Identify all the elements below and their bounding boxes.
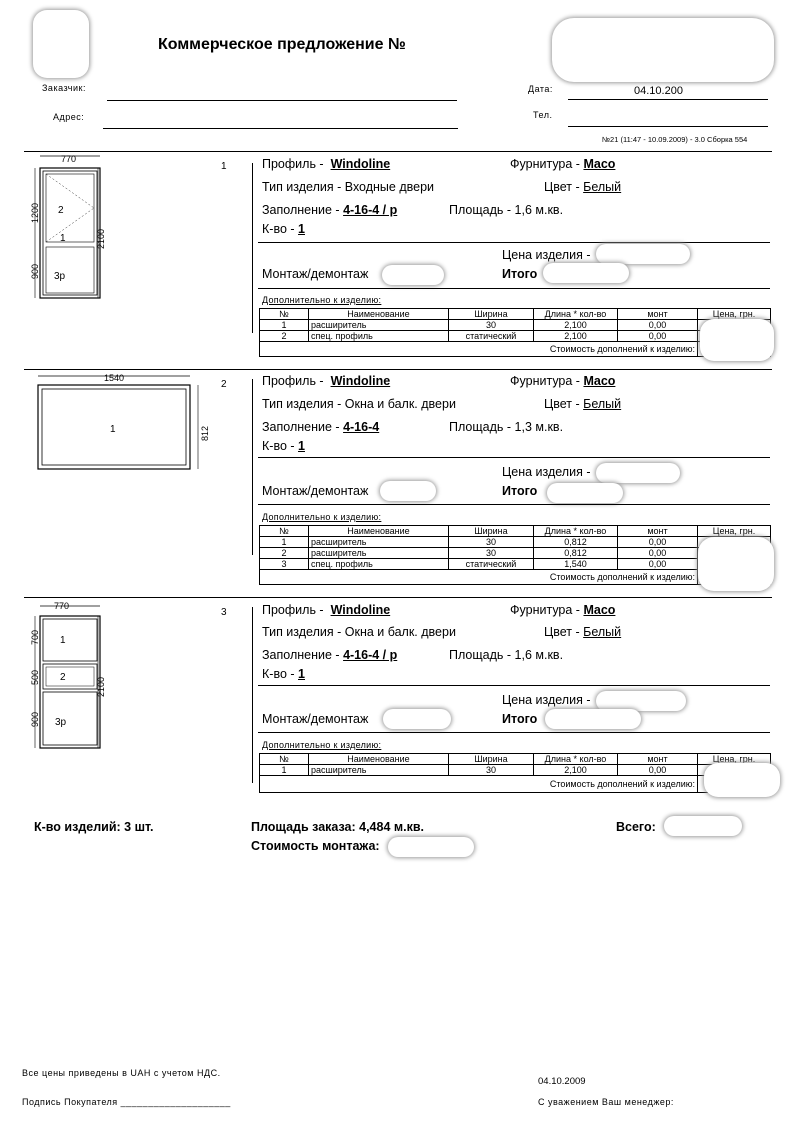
cell: 0,00 bbox=[618, 537, 698, 548]
item-1-line2 bbox=[258, 288, 770, 289]
cell: 0,00 bbox=[618, 331, 698, 342]
item-3-width-dim: 770 bbox=[54, 601, 70, 611]
item-1-vline bbox=[252, 163, 253, 333]
item-2-type: Окна и балк. двери bbox=[344, 397, 456, 411]
cell: 1 bbox=[260, 765, 309, 776]
items-count: К-во изделий: 3 шт. bbox=[34, 820, 154, 834]
grand-total-label: Всего: bbox=[616, 820, 656, 834]
redacted-item-3-price bbox=[596, 691, 686, 711]
cell: 30 bbox=[449, 765, 534, 776]
redacted-item-1-price bbox=[596, 244, 690, 264]
color-label: Цвет - bbox=[544, 180, 580, 194]
table-row bbox=[260, 548, 771, 559]
item-3-drawing bbox=[24, 597, 109, 752]
cell: статический bbox=[449, 559, 534, 570]
item-price-label: Цена изделия - bbox=[502, 465, 591, 479]
item-3-panel-c: 3р bbox=[55, 717, 67, 728]
col-width: Ширина bbox=[449, 309, 534, 320]
item-2-area-row bbox=[449, 420, 563, 434]
item-2-fittings-row bbox=[510, 374, 615, 388]
item-3-line2 bbox=[258, 732, 770, 733]
cell: 0,00 bbox=[618, 765, 698, 776]
item-1-area: 1,6 м.кв. bbox=[514, 203, 564, 217]
item-3-mounting-row bbox=[262, 712, 368, 726]
address-label: Адрес: bbox=[53, 112, 85, 122]
redacted-item-1-mounting bbox=[382, 265, 444, 285]
item-2-drawing bbox=[24, 369, 214, 474]
item-2-line1 bbox=[258, 457, 770, 458]
profile-label: Профиль - bbox=[262, 603, 324, 617]
table-header-row bbox=[260, 309, 771, 320]
address-line bbox=[103, 128, 458, 129]
cell: 3 bbox=[260, 559, 309, 570]
date-line bbox=[568, 99, 768, 100]
cell: 1,540 bbox=[534, 559, 618, 570]
col-price: Цена, грн. bbox=[698, 754, 771, 765]
item-1-filling: 4-16-4 / p bbox=[343, 203, 398, 217]
redacted-logo bbox=[33, 10, 89, 78]
col-mount: монт bbox=[618, 309, 698, 320]
item-1-area-row bbox=[449, 203, 563, 217]
cell: 30 bbox=[449, 548, 534, 559]
item-3-extras-title: Дополнительно к изделию: bbox=[262, 740, 382, 750]
item-3-color: Белый bbox=[583, 625, 622, 639]
table-header-row bbox=[260, 754, 771, 765]
color-label: Цвет - bbox=[544, 625, 580, 639]
item-1-color: Белый bbox=[583, 180, 622, 194]
item-3-panel-b: 2 bbox=[60, 672, 66, 683]
cell: 0,00 bbox=[618, 548, 698, 559]
date-value: 04.10.200 bbox=[634, 85, 683, 97]
item-1-lower-dim: 900 bbox=[30, 263, 40, 279]
item-1-profile-row bbox=[262, 157, 390, 171]
item-1-mounting-row bbox=[262, 267, 368, 281]
item-2-line2 bbox=[258, 504, 770, 505]
item-1-profile: Windoline bbox=[330, 157, 391, 171]
mounting-label: Монтаж/демонтаж bbox=[262, 267, 369, 281]
item-3-color-row bbox=[544, 625, 621, 639]
item-1-panel-c: 3р bbox=[54, 271, 66, 282]
item-2 bbox=[0, 369, 800, 597]
redacted-mounting-cost bbox=[388, 837, 474, 857]
type-label: Тип изделия - bbox=[262, 397, 342, 411]
item-3-fittings-row bbox=[510, 603, 615, 617]
redacted-item-3-total bbox=[545, 709, 641, 729]
col-mount: монт bbox=[618, 526, 698, 537]
item-1-extras-table bbox=[259, 308, 771, 357]
item-1-fittings-row bbox=[510, 157, 615, 171]
item-3-filling-row bbox=[262, 648, 397, 662]
cell: 2,100 bbox=[534, 765, 618, 776]
item-1-drawing bbox=[24, 151, 109, 306]
item-1 bbox=[0, 151, 800, 369]
col-number: № bbox=[260, 309, 309, 320]
cell: статический bbox=[449, 331, 534, 342]
table-footer-row bbox=[260, 776, 771, 793]
cell: 2 bbox=[260, 331, 309, 342]
item-1-number: 1 bbox=[221, 161, 227, 172]
col-number: № bbox=[260, 754, 309, 765]
col-name: Наименование bbox=[309, 754, 449, 765]
type-label: Тип изделия - bbox=[262, 180, 342, 194]
item-2-color-row bbox=[544, 397, 621, 411]
item-3-price-row bbox=[502, 693, 590, 707]
fittings-label: Фурнитура - bbox=[510, 157, 580, 171]
item-1-upper-dim: 1200 bbox=[30, 202, 40, 223]
extras-cost-label: Стоимость дополнений к изделию: bbox=[260, 342, 698, 357]
filling-label: Заполнение - bbox=[262, 648, 340, 662]
total-label: Итого bbox=[502, 267, 538, 281]
redacted-item-2-total bbox=[547, 483, 623, 503]
item-3-qty: 1 bbox=[298, 667, 305, 681]
table-footer-row bbox=[260, 342, 771, 357]
buyer-signature: Подпись Покупателя ____________________ bbox=[22, 1097, 231, 1107]
item-1-qty: 1 bbox=[298, 222, 305, 236]
cell: 30 bbox=[449, 537, 534, 548]
cell: 2 bbox=[260, 548, 309, 559]
item-1-panel-b: 1 bbox=[60, 233, 66, 244]
item-1-type: Входные двери bbox=[344, 180, 435, 194]
item-2-price-row bbox=[502, 465, 590, 479]
table-footer-row bbox=[260, 570, 771, 585]
extras-cost-label: Стоимость дополнений к изделию: bbox=[260, 776, 698, 793]
build-info: №21 (11:47 - 10.09.2009) - 3.0 Сборка 554 bbox=[602, 135, 748, 144]
item-3-vline bbox=[252, 607, 253, 783]
item-3-area-row bbox=[449, 648, 563, 662]
item-3-upper-dim: 700 bbox=[30, 629, 40, 645]
item-2-profile: Windoline bbox=[330, 374, 391, 388]
cell: 0,812 bbox=[534, 548, 618, 559]
mounting-cost-label: Стоимость монтажа: bbox=[251, 839, 380, 853]
cell: 1 bbox=[260, 320, 309, 331]
item-2-profile-row bbox=[262, 374, 390, 388]
qty-label: К-во - bbox=[262, 222, 295, 236]
item-3 bbox=[0, 597, 800, 807]
fittings-label: Фурнитура - bbox=[510, 374, 580, 388]
cell: 1 bbox=[260, 537, 309, 548]
mounting-label: Монтаж/демонтаж bbox=[262, 712, 369, 726]
cell: 2,100 bbox=[534, 331, 618, 342]
cell: спец. профиль bbox=[309, 559, 449, 570]
page-title: Коммерческое предложение № bbox=[158, 36, 406, 53]
extras-cost-label: Стоимость дополнений к изделию: bbox=[260, 570, 698, 585]
cell: 0,00 bbox=[618, 559, 698, 570]
item-2-number: 2 bbox=[221, 379, 227, 390]
table-row bbox=[260, 320, 771, 331]
col-length: Длина * кол-во bbox=[534, 754, 618, 765]
redacted-item-2-mounting bbox=[380, 481, 436, 501]
prices-note: Все цены приведены в UAH с учетом НДС. bbox=[22, 1068, 221, 1078]
item-2-width-dim: 1540 bbox=[104, 373, 125, 383]
item-3-qty-row bbox=[262, 667, 305, 681]
item-1-width-dim: 770 bbox=[61, 154, 77, 164]
table-row bbox=[260, 765, 771, 776]
item-2-height-dim: 812 bbox=[200, 425, 210, 441]
col-length: Длина * кол-во bbox=[534, 309, 618, 320]
total-label: Итого bbox=[502, 484, 538, 498]
col-width: Ширина bbox=[449, 526, 534, 537]
col-price: Цена, грн. bbox=[698, 309, 771, 320]
cell: расширитель bbox=[309, 320, 449, 331]
filling-label: Заполнение - bbox=[262, 420, 340, 434]
item-price-label: Цена изделия - bbox=[502, 693, 591, 707]
item-3-panel-a: 1 bbox=[60, 635, 66, 646]
cell: 0,812 bbox=[534, 537, 618, 548]
redacted-company-block bbox=[552, 18, 774, 82]
table-row bbox=[260, 559, 771, 570]
col-mount: монт bbox=[618, 754, 698, 765]
item-3-line1 bbox=[258, 685, 770, 686]
qty-label: К-во - bbox=[262, 667, 295, 681]
fittings-label: Фурнитура - bbox=[510, 603, 580, 617]
col-price: Цена, грн. bbox=[698, 526, 771, 537]
customer-line bbox=[107, 100, 457, 101]
redacted-item-2-extras-price bbox=[698, 537, 774, 591]
phone-label: Тел. bbox=[533, 110, 553, 120]
type-label: Тип изделия - bbox=[262, 625, 342, 639]
item-2-extras-table bbox=[259, 525, 771, 585]
cell: спец. профиль bbox=[309, 331, 449, 342]
order-area: Площадь заказа: 4,484 м.кв. bbox=[251, 820, 425, 834]
redacted-grand-total bbox=[664, 816, 742, 836]
cell: расширитель bbox=[309, 765, 449, 776]
item-price-label: Цена изделия - bbox=[502, 248, 591, 262]
item-1-fittings: Maco bbox=[583, 157, 616, 171]
col-width: Ширина bbox=[449, 754, 534, 765]
area-label: Площадь - bbox=[449, 203, 512, 217]
profile-label: Профиль - bbox=[262, 374, 324, 388]
item-3-number: 3 bbox=[221, 607, 227, 618]
cell: 2,100 bbox=[534, 320, 618, 331]
item-3-filling: 4-16-4 / p bbox=[343, 648, 398, 662]
area-label: Площадь - bbox=[449, 420, 512, 434]
item-1-total-row bbox=[502, 267, 537, 281]
item-3-area: 1,6 м.кв. bbox=[514, 648, 564, 662]
footer-date: 04.10.2009 bbox=[538, 1076, 586, 1087]
item-1-line1 bbox=[258, 242, 770, 243]
area-label: Площадь - bbox=[449, 648, 512, 662]
item-2-extras-title: Дополнительно к изделию: bbox=[262, 512, 382, 522]
table-row bbox=[260, 331, 771, 342]
item-2-color: Белый bbox=[583, 397, 622, 411]
qty-label: К-во - bbox=[262, 439, 295, 453]
redacted-item-2-price bbox=[596, 463, 680, 483]
item-1-type-row bbox=[262, 180, 434, 194]
item-2-vline bbox=[252, 379, 253, 555]
item-2-type-row bbox=[262, 397, 456, 411]
item-3-total-row bbox=[502, 712, 537, 726]
item-2-total-row bbox=[502, 484, 537, 498]
item-3-fittings: Maco bbox=[583, 603, 616, 617]
item-2-fittings: Maco bbox=[583, 374, 616, 388]
item-3-height-dim: 2100 bbox=[96, 676, 106, 697]
col-name: Наименование bbox=[309, 526, 449, 537]
cell: 0,00 bbox=[618, 320, 698, 331]
item-2-filling-row bbox=[262, 420, 379, 434]
item-2-mounting-row bbox=[262, 484, 368, 498]
cell: 30 bbox=[449, 320, 534, 331]
color-label: Цвет - bbox=[544, 397, 580, 411]
date-label: Дата: bbox=[528, 84, 553, 94]
col-name: Наименование bbox=[309, 309, 449, 320]
customer-label: Заказчик: bbox=[42, 83, 86, 93]
item-3-lower-dim: 900 bbox=[30, 711, 40, 727]
item-3-profile: Windoline bbox=[330, 603, 391, 617]
redacted-item-3-mounting bbox=[383, 709, 451, 729]
item-2-qty-row bbox=[262, 439, 305, 453]
table-header-row bbox=[260, 526, 771, 537]
item-3-middle-dim: 500 bbox=[30, 669, 40, 685]
redacted-item-3-extras-price bbox=[704, 763, 780, 797]
item-3-type: Окна и балк. двери bbox=[344, 625, 456, 639]
profile-label: Профиль - bbox=[262, 157, 324, 171]
manager-signature: С уважением Ваш менеджер: bbox=[538, 1097, 674, 1107]
total-label: Итого bbox=[502, 712, 538, 726]
item-3-profile-row bbox=[262, 603, 390, 617]
col-number: № bbox=[260, 526, 309, 537]
item-2-filling: 4-16-4 bbox=[343, 420, 380, 434]
item-2-panel-a: 1 bbox=[110, 424, 116, 435]
item-1-qty-row bbox=[262, 222, 305, 236]
item-3-extras-table bbox=[259, 753, 771, 793]
item-1-price-row bbox=[502, 248, 590, 262]
item-1-panel-a: 2 bbox=[58, 205, 64, 216]
item-1-color-row bbox=[544, 180, 621, 194]
redacted-item-1-extras-price bbox=[700, 319, 774, 361]
table-row bbox=[260, 537, 771, 548]
phone-line bbox=[568, 126, 768, 127]
cell: расширитель bbox=[309, 548, 449, 559]
redacted-item-1-total bbox=[543, 263, 629, 283]
item-2-area: 1,3 м.кв. bbox=[514, 420, 564, 434]
filling-label: Заполнение - bbox=[262, 203, 340, 217]
mounting-label: Монтаж/демонтаж bbox=[262, 484, 369, 498]
item-1-filling-row bbox=[262, 203, 397, 217]
item-1-extras-title: Дополнительно к изделию: bbox=[262, 295, 382, 305]
col-length: Длина * кол-во bbox=[534, 526, 618, 537]
item-3-type-row bbox=[262, 625, 456, 639]
cell: расширитель bbox=[309, 537, 449, 548]
item-2-qty: 1 bbox=[298, 439, 305, 453]
item-1-height-dim: 2100 bbox=[96, 228, 106, 249]
